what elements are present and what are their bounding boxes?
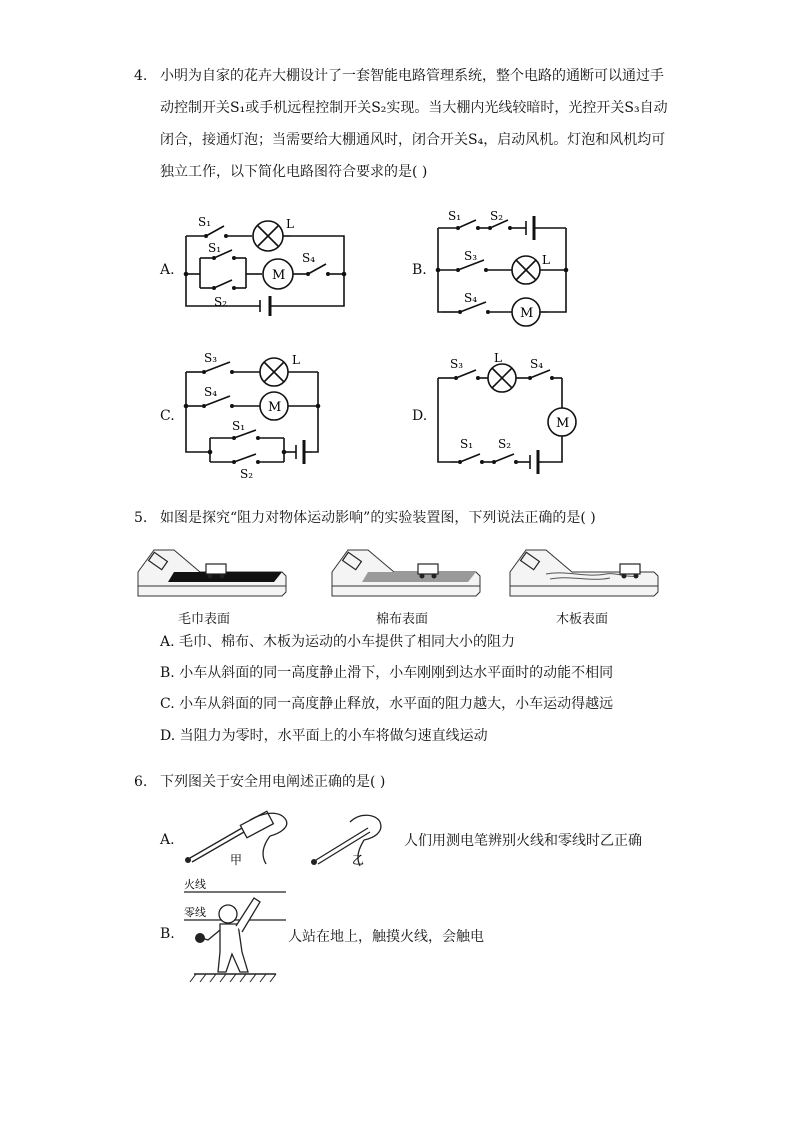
test-pen-illustration <box>180 808 400 870</box>
motor-label: M <box>268 400 282 415</box>
circuit-diagram-d <box>430 352 590 482</box>
live-wire-label: 火线 <box>184 878 206 891</box>
question-text <box>160 60 674 188</box>
circuit-diagram-c <box>178 352 328 482</box>
towel-surface-apparatus <box>134 544 294 606</box>
question-number: 4. <box>134 68 148 84</box>
option-a-label[interactable]: A. <box>160 832 175 848</box>
switch-label: S₃ <box>450 357 464 371</box>
question-text: 如图是探究“阻力对物体运动影响”的实验装置图，下列说法正确的是( ) <box>160 510 596 526</box>
lamp-label: L <box>542 253 550 267</box>
switch-label: S₃ <box>464 249 478 263</box>
question-line: 动控制开关S₁或手机远程控制开关S₂实现。当大棚内光线较暗时，光控开关S₃自动 <box>160 100 668 116</box>
option-a-description: 人们用测电笔辨别火线和零线时乙正确 <box>404 833 642 849</box>
motor-label: M <box>556 416 570 431</box>
switch-label: S₂ <box>214 295 228 309</box>
circuit-diagram-b <box>430 208 580 328</box>
lamp-label: L <box>494 352 502 365</box>
option-a-label: A. <box>160 262 175 278</box>
answer-option-b[interactable]: B. 小车从斜面的同一高度静止滑下，小车刚刚到达水平面时的动能不相同 <box>160 665 614 681</box>
question-line: 独立工作，以下简化电路图符合要求的是( ) <box>160 164 428 180</box>
question-line: 闭合，接通灯泡；当需要给大棚通风时，闭合开关S₄，启动风机。灯泡和风机均可 <box>160 132 666 148</box>
switch-label: S₂ <box>498 437 512 451</box>
switch-label: S₁ <box>448 209 462 223</box>
switch-label: S₄ <box>302 251 316 265</box>
surface-caption: 木板表面 <box>556 612 609 627</box>
touching-live-wire-illustration <box>180 874 290 986</box>
option-b-description: 人站在地上，触摸火线，会触电 <box>288 929 484 945</box>
switch-label: S₁ <box>460 437 474 451</box>
motor-label: M <box>520 306 534 321</box>
neutral-wire-label: 零线 <box>184 906 206 919</box>
question-number: 5. <box>134 510 148 526</box>
surface-caption: 棉布表面 <box>376 612 429 627</box>
answer-option-c[interactable]: C. 小车从斜面的同一高度静止释放，水平面的阻力越大，小车运动得越远 <box>160 696 614 712</box>
lamp-label: L <box>292 353 300 367</box>
question-5 <box>134 502 674 534</box>
illustration-label: 乙 <box>352 853 365 867</box>
question-4 <box>134 60 674 188</box>
wood-surface-apparatus <box>506 544 666 606</box>
switch-label: S₄ <box>204 385 218 399</box>
illustration-label: 甲 <box>230 853 243 867</box>
switch-label: S₄ <box>530 357 544 371</box>
switch-label: S₁ <box>198 215 212 229</box>
cotton-surface-apparatus <box>328 544 488 606</box>
answer-option-a[interactable]: A. 毛巾、棉布、木板为运动的小车提供了相同大小的阻力 <box>160 634 516 650</box>
circuit-diagram-a <box>178 208 358 328</box>
lamp-label: L <box>286 217 294 231</box>
switch-label: S₃ <box>204 352 218 365</box>
motor-label: M <box>272 268 286 283</box>
option-b-label: B. <box>412 262 427 278</box>
switch-label: S₄ <box>464 291 478 305</box>
option-c-label: C. <box>160 408 175 424</box>
question-6 <box>134 766 674 798</box>
option-d-label: D. <box>412 408 428 424</box>
switch-label: S₂ <box>490 209 504 223</box>
switch-label: S₁ <box>208 241 222 255</box>
answer-option-d[interactable]: D. 当阻力为零时，水平面上的小车将做匀速直线运动 <box>160 728 488 744</box>
question-text: 下列图关于安全用电阐述正确的是( ) <box>160 774 386 790</box>
switch-label: S₂ <box>240 467 254 481</box>
question-number: 6. <box>134 774 148 790</box>
question-line: 小明为自家的花卉大棚设计了一套智能电路管理系统，整个电路的通断可以通过手 <box>160 68 664 84</box>
switch-label: S₁ <box>232 419 246 433</box>
option-b-label[interactable]: B. <box>160 926 175 942</box>
surface-caption: 毛巾表面 <box>178 612 231 627</box>
